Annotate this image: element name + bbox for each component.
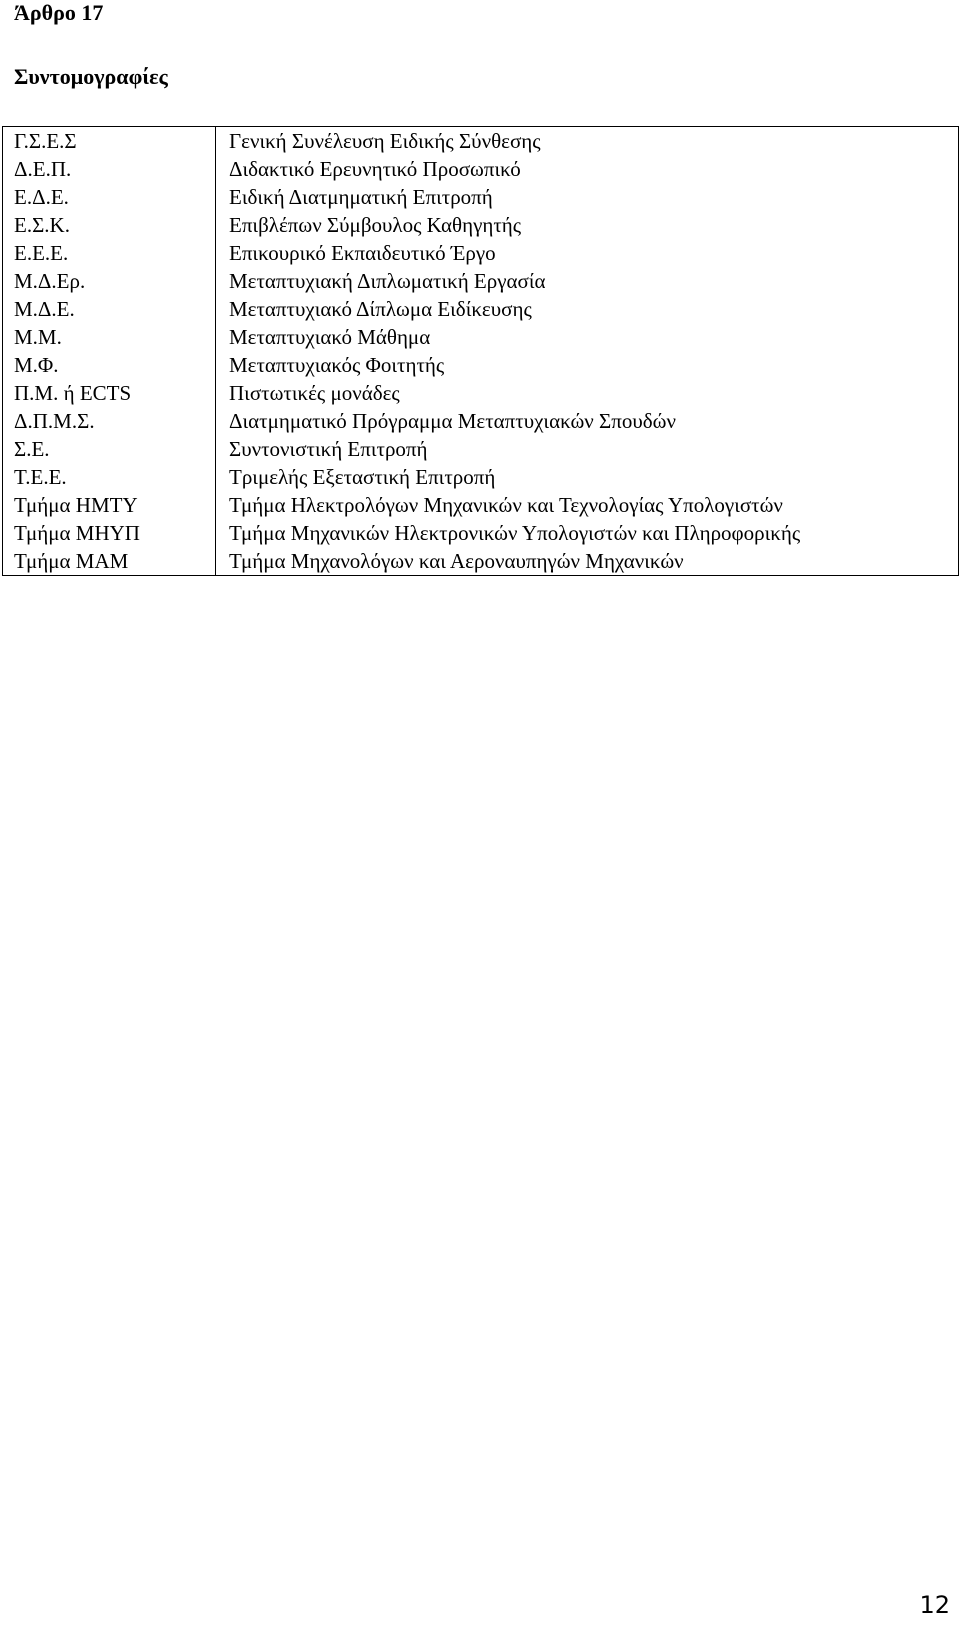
table-row — [3, 239, 959, 267]
table-row — [3, 183, 959, 211]
table-row — [3, 435, 959, 463]
table-row — [3, 267, 959, 295]
abbreviation-cell: Τμήμα ΗΜΤΥ — [3, 491, 216, 519]
section-title: Συντομογραφίες — [14, 64, 168, 89]
abbreviation-cell: Τ.Ε.Ε. — [3, 463, 216, 491]
definition-cell: Μεταπτυχιακό Μάθημα — [216, 323, 959, 351]
table-row — [3, 127, 959, 156]
definition-cell: Γενική Συνέλευση Ειδικής Σύνθεσης — [216, 127, 959, 156]
definition-cell: Μεταπτυχιακός Φοιτητής — [216, 351, 959, 379]
page-number: 12 — [919, 1591, 950, 1619]
table-row — [3, 547, 959, 576]
abbreviation-cell: Ε.Σ.Κ. — [3, 211, 216, 239]
definition-cell: Τμήμα Ηλεκτρολόγων Μηχανικών και Τεχνολογίας Υπολογιστών — [216, 491, 959, 519]
table-row — [3, 407, 959, 435]
table-row — [3, 295, 959, 323]
definition-cell: Επικουρικό Εκπαιδευτικό Έργο — [216, 239, 959, 267]
definition-cell: Μεταπτυχιακή Διπλωματική Εργασία — [216, 267, 959, 295]
abbreviation-cell: Π.Μ. ή ECTS — [3, 379, 216, 407]
table-row — [3, 155, 959, 183]
abbreviations-table — [2, 126, 959, 576]
abbreviation-cell: Δ.Ε.Π. — [3, 155, 216, 183]
abbreviation-cell: Μ.Δ.Ερ. — [3, 267, 216, 295]
definition-cell: Συντονιστική Επιτροπή — [216, 435, 959, 463]
definition-cell: Διατμηματικό Πρόγραμμα Μεταπτυχιακών Σπουδών — [216, 407, 959, 435]
table-row — [3, 491, 959, 519]
abbreviation-cell: Τμήμα ΜΗΥΠ — [3, 519, 216, 547]
definition-cell: Τριμελής Εξεταστική Επιτροπή — [216, 463, 959, 491]
definition-cell: Τμήμα Μηχανικών Ηλεκτρονικών Υπολογιστών και Πληροφορικής — [216, 519, 959, 547]
table-row — [3, 211, 959, 239]
table-row — [3, 519, 959, 547]
abbreviation-cell: Γ.Σ.Ε.Σ — [3, 127, 216, 156]
table-row — [3, 463, 959, 491]
abbreviation-cell: Μ.Μ. — [3, 323, 216, 351]
article-title: Άρθρο 17 — [14, 0, 104, 25]
abbreviation-cell: Μ.Φ. — [3, 351, 216, 379]
table-row — [3, 323, 959, 351]
abbreviation-cell: Δ.Π.Μ.Σ. — [3, 407, 216, 435]
definition-cell: Ειδική Διατμηματική Επιτροπή — [216, 183, 959, 211]
abbreviation-cell: Μ.Δ.Ε. — [3, 295, 216, 323]
table-row — [3, 379, 959, 407]
abbreviation-cell: Ε.Δ.Ε. — [3, 183, 216, 211]
definition-cell: Διδακτικό Ερευνητικό Προσωπικό — [216, 155, 959, 183]
definition-cell: Μεταπτυχιακό Δίπλωμα Ειδίκευσης — [216, 295, 959, 323]
table-row — [3, 351, 959, 379]
abbreviation-cell: Ε.Ε.Ε. — [3, 239, 216, 267]
definition-cell: Τμήμα Μηχανολόγων και Αεροναυπηγών Μηχανικών — [216, 547, 959, 576]
definition-cell: Πιστωτικές μονάδες — [216, 379, 959, 407]
abbreviation-cell: Τμήμα ΜΑΜ — [3, 547, 216, 576]
abbreviation-cell: Σ.Ε. — [3, 435, 216, 463]
definition-cell: Επιβλέπων Σύμβουλος Καθηγητής — [216, 211, 959, 239]
